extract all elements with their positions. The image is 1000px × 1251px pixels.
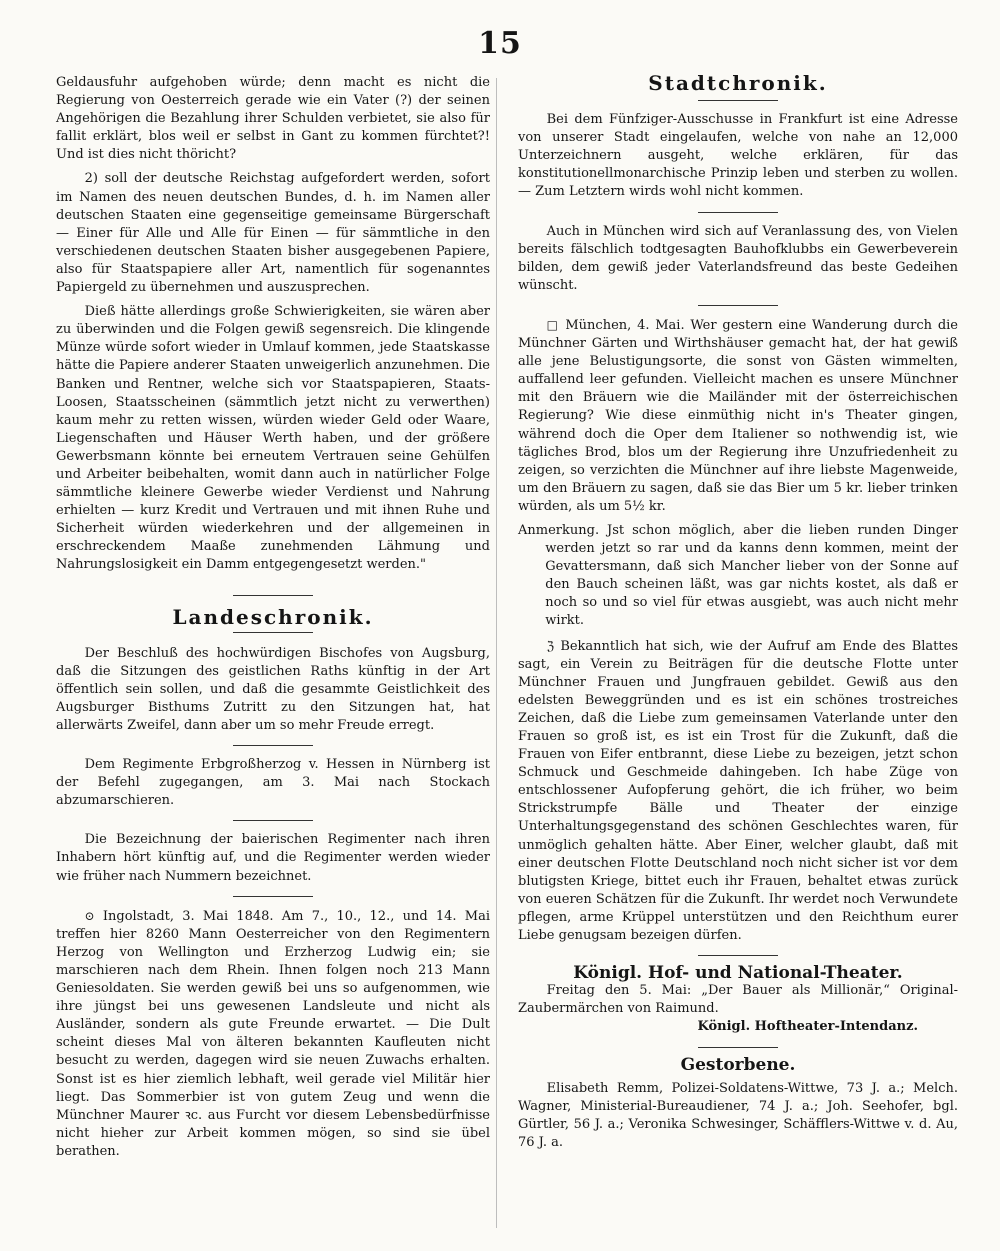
news-item-muenchen [518, 316, 958, 516]
left-column [56, 74, 490, 1161]
article-paragraph: Dieß hätte allerdings große Schwierigkeiten, sie wären aber zu überwinden und die Folgen gewiß segensreich. Die klingende Münze würde sofort wieder in Umlauf kommen, jede Staatskasse hätte die Papiere anderer Staaten unweigerlich anzunehmen. Die Banken und Rentner, welche sich vor Staatspapieren, Staats-Loosen, Staatsscheinen (sämmtlich jetzt nicht zu verwerthen) kaum mehr zu retten wissen, würden wieder Geld oder Waare, Liegenschaften und Häuser Werth haben, und der größere Gewerbsmann könnte bei erneutem Vertrauen seine Gehülfen und Arbeiter beibehalten, womit dann auch in natürlicher Folge sämmtliche kleinere Gewerbe wieder Verdienst und Nahrung erhielten — kurz Kredit und Vertrauen und mit ihnen Ruhe und Sicherheit würden wiederkehren und der allgemeinen in erschreckendem Maaße zunehmenden Lähmung und Nahrungslosigkeit ein Damm entgegengesetzt werden." [56, 304, 490, 573]
circle-dot-icon: ⊙ [84, 908, 95, 923]
news-item-text: Bekanntlich hat sich, wie der Aufruf am Ende des Blattes sagt, ein Verein zu Beiträgen für die deutsche Flotte unter Münchner Frauen und Jungfrauen gebildet. Gewiß aus den edelsten Beweggründen und es ist ein schönes trostreiches Zeichen, daß die Liebe zum gemeinsamen Vaterlande unter den Frauen so groß ist, es ist ein Trost für die Zukunft, daß die Frauen von Eifer entbrannt, diese Liebe zu bezeigen, jetzt schon Schmuck und Geschmeide dahingeben. Ich habe Züge von entschlossener Aufopferung gehört, die ich früher, wo beim Strickstrumpfe Bälle und Theater der einzige Unterhaltungsgegenstand des schönen Geschlechtes waren, für unmöglich gehalten hätte. Aber Einer, welcher glaubt, daß mit einer deutschen Flotte Deutschland noch nicht sicher ist vor dem blutigsten Kriege, bittet euch ihr Frauen, behaltet etwas zurück von eueren Schätzen für die Zukunft. Ihr werdet noch Verwundete pflegen, arme Krüppel unterstützen und den Reichthum eurer Liebe genugsam bezeigen dürfen. [518, 638, 958, 944]
section-title-gestorbene: Gestorbene. [680, 1054, 796, 1075]
article-paragraph: Geldausfuhr aufgehoben würde; denn macht es nicht die Regierung von Oesterreich gerade wie ein Vater (?) der seinen Angehörigen die Bezahlung ihrer Schulden verbietet, sie also für fallit erklärt, blos weil er selbst in Gant zu kommen fürchtet?! Und ist dies nicht thöricht? [56, 75, 490, 163]
section-title-theater: Königl. Hof- und National-Theater. [573, 963, 903, 984]
page-number: 15 [478, 26, 522, 61]
news-item: Auch in München wird sich auf Veranlassung des, von Vielen bereits fälschlich todtgesagten Bauhofklubbs ein Gewerbeverein bilden, dem gewiß jeder Vaterlandsfreund das beste Gedeihen wünscht. [518, 223, 958, 293]
news-item: Die Bezeichnung der baierischen Regimenter nach ihren Inhabern hört künftig auf, und die Regimenter werden wieder wie früher nach Nummern bezeichnet. [56, 832, 490, 884]
article-paragraph: 2) soll der deutsche Reichstag aufgefordert werden, sofort im Namen des neuen deutschen Bundes, d. h. im Namen aller deutschen Staaten eine gegenseitige gemeinsame Bürgerschaft — Einer für Alle und Alle für Einen — für sämmtliche in den verschiedenen deutschen Staaten bisher ausgegebenen Papiere, also für Staatspapiere aller Art, namentlich für sogenanntes Papiergeld zu übernehmen und auszusprechen. [56, 171, 490, 296]
right-column [518, 71, 958, 1152]
news-item-ingolstadt [56, 907, 490, 1161]
news-item: Bei dem Fünfziger-Ausschusse in Frankfurt ist eine Adresse von unserer Stadt eingelaufen, welche von nahe an 12,000 Unterzeichnern ausgeht, welche erklären, für das konstitutionellmonarchische Prinzip leben und sterben zu wollen. — Zum Letztern wirds wohl nicht kommen. [518, 112, 958, 200]
annotation-note: Anmerkung. Jst schon möglich, aber die lieben runden Dinger werden jetzt so rar und da kanns denn kommen, meint der Gevattersmann, daß sich Mancher lieber von der Sonne auf den Bauch scheinen läßt, was gar nichts kostet, als daß er noch so und so viel für etwas ausgiebt, was auch nicht mehr wirkt. [518, 522, 958, 629]
section-title-landeschronik: Landeschronik. [172, 604, 374, 629]
section-title-stadtchronik: Stadtchronik. [648, 71, 828, 95]
theater-announcement: Freitag den 5. Mai: „Der Bauer als Millionär,“ Original-Zaubermärchen von Raimund. [518, 983, 958, 1017]
death-notices: Elisabeth Remm, Polizei-Soldatens-Wittwe, 73 J. a.; Melch. Wagner, Ministerial-Bureaudiener, 74 J. a.; Joh. Seehofer, bgl. Gürtler, 56 J. a.; Veronika Schwesinger, Schäfflers-Wittwe v. d. Au, 76 J. a. [518, 1080, 958, 1150]
fraktur-z-icon: ℨ [546, 638, 554, 653]
news-item: Der Beschluß des hochwürdigen Bischofes von Augsburg, daß die Sitzungen des geistlichen Raths künftig in der Art öffentlich sein sollen, und daß die gesammte Geistlichkeit des Augsburger Bisthums Zutritt zu den Sitzungen hat, hat allerwärts Zweifel, dann aber um so mehr Freude erregt. [56, 645, 490, 733]
column-divider [496, 78, 497, 1228]
news-item-text: München, 4. Mai. Wer gestern eine Wanderung durch die Münchner Gärten und Wirthshäuser gemacht hat, der hat gewiß alle jene Belustigungsorte, die sonst von Gästen wimmelten, auffallend leer gefunden. Vielleicht machen es unsere Münchner mit den Bräuern wie die Mailänder mit der österreichischen Regierung? Wie diese einmüthig nicht in's Theater gingen, während doch die Oper dem Italiener so nothwendig ist, wie tägliches Brod, blos um der Regierung ihre Unzufriedenheit zu zeigen, so verzichten die Münchner auf ihre liebste Magenweide, um den Bräuern zu sagen, daß sie das Bier um 5 kr. lieber trinken würden, als um 5½ kr. [518, 317, 958, 514]
news-item: Dem Regimente Erbgroßherzog v. Hessen in Nürnberg ist der Befehl zugegangen, am 3. Mai nach Stockach abzumarschieren. [56, 757, 490, 809]
news-item-text: Ingolstadt, 3. Mai 1848. Am 7., 10., 12., und 14. Mai treffen hier 8260 Mann Oesterreicher von den Regimentern Herzog von Wellington und Erzherzog Ludwig ein; sie marschieren nach dem Rhein. Ihnen folgen noch 213 Mann Geniesoldaten. Sie werden gewiß bei uns so aufgenommen, wie ihre jüngst bei uns gewesenen Landsleute und nicht als Ausländer, sondern als gute Freunde erwartet. — Die Dult scheint dieses Mal von älteren bekannten Kaufleuten nicht besucht zu werden, dagegen wird sie neuen Zuwachs erhalten. Sonst ist es hier ziemlich lebhaft, weil gerade viel Militär hier liegt. Das Sommerbier ist von gutem Zeug und wenn die Münchner Maurer ꝛc. aus Furcht vor diesem Lebensbedürfnisse nicht hieher zur Arbeit kommen mögen, so sind sie übel berathen. [56, 908, 490, 1159]
theater-signature: Königl. Hoftheater-Intendanz. [697, 1019, 918, 1035]
square-icon: □ [546, 317, 560, 332]
news-item-flotte [518, 637, 958, 946]
